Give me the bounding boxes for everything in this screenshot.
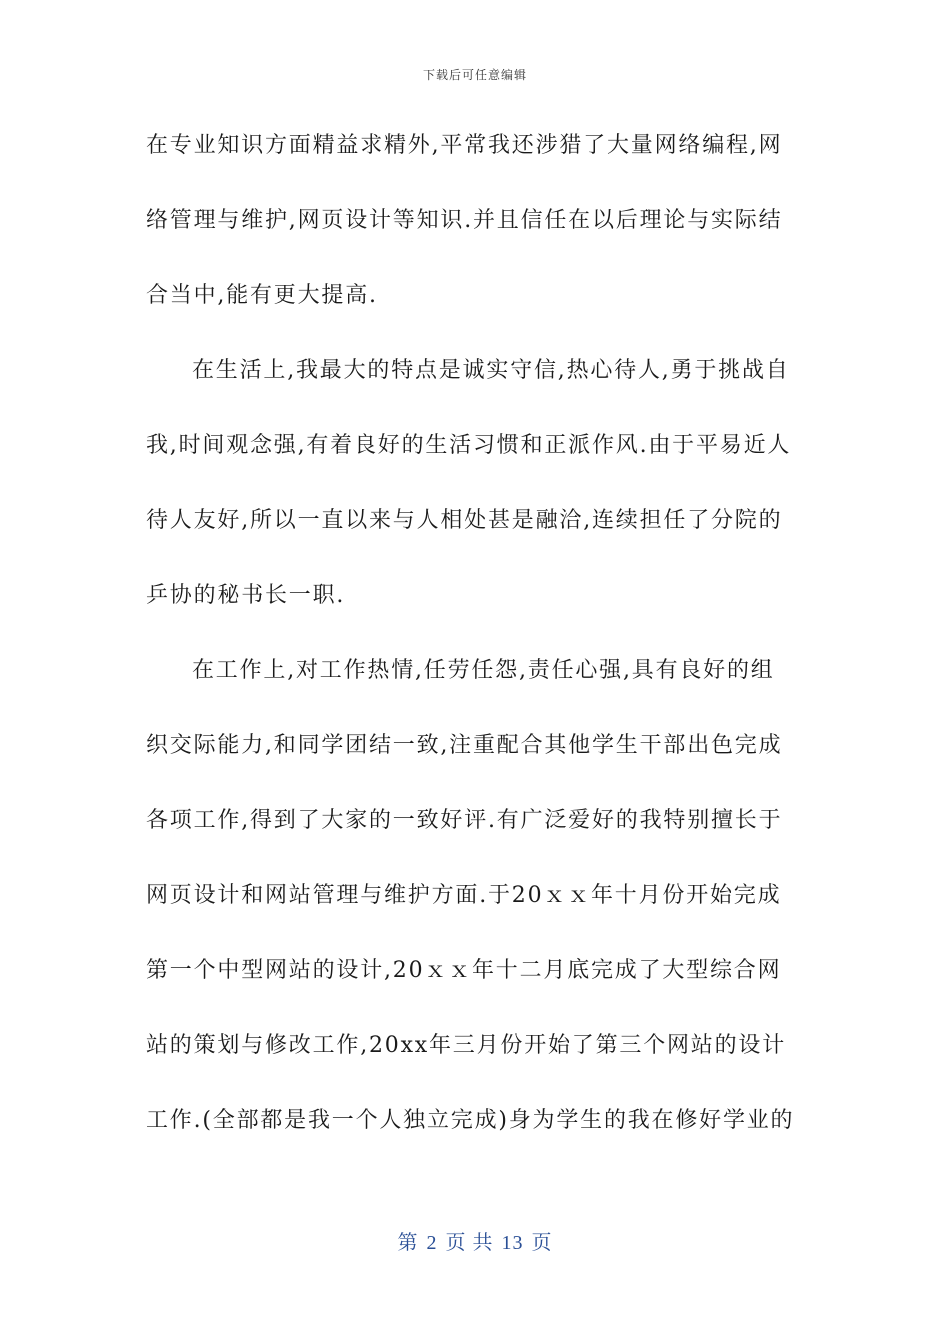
- page-number-footer: [0, 1226, 950, 1255]
- text-line: 第一个中型网站的设计,20ｘｘ年十二月底完成了大型综合网: [146, 958, 782, 983]
- blank-line: [146, 315, 806, 353]
- blank-line: [146, 165, 806, 203]
- blank-line: [146, 390, 806, 428]
- blank-line: [146, 765, 806, 803]
- text-line: 织交际能力,和同学团结一致,注重配合其他学生干部出色完成: [146, 733, 783, 758]
- blank-line: [146, 915, 806, 953]
- document-body: [146, 127, 806, 1140]
- text-line: 我,时间观念强,有着良好的生活习惯和正派作风.由于平易近人: [146, 433, 792, 458]
- text-line: 各项工作,得到了大家的一致好评.有广泛爱好的我特别擅长于: [146, 808, 783, 833]
- text-line: 网页设计和网站管理与维护方面.于20ｘｘ年十月份开始完成: [146, 883, 782, 908]
- blank-line: [146, 615, 806, 653]
- total-page-count: 13: [501, 1232, 524, 1254]
- blank-line: [146, 540, 806, 578]
- footer-suffix: 页: [531, 1232, 553, 1254]
- text-line: 合当中,能有更大提高.: [146, 283, 378, 308]
- blank-line: [146, 990, 806, 1028]
- blank-line: [146, 840, 806, 878]
- text-line: 在专业知识方面精益求精外,平常我还涉猎了大量网络编程,网: [146, 133, 783, 158]
- page-header-note: 下载后可任意编辑: [422, 68, 527, 82]
- paragraph-start-line: 在生活上,我最大的特点是诚实守信,热心待人,勇于挑战自: [192, 358, 790, 383]
- paragraph-start-line: 在工作上,对工作热情,任劳任怨,责任心强,具有良好的组: [192, 658, 775, 683]
- footer-prefix: 第: [397, 1232, 419, 1254]
- text-line: 待人友好,所以一直以来与人相处甚是融洽,连续担任了分院的: [146, 508, 783, 533]
- text-line: 工作.(全部都是我一个人独立完成)身为学生的我在修好学业的: [146, 1108, 795, 1133]
- text-line: 络管理与维护,网页设计等知识.并且信任在以后理论与实际结: [146, 208, 783, 233]
- blank-line: [146, 465, 806, 503]
- footer-middle: 页 共: [445, 1232, 494, 1254]
- blank-line: [146, 1065, 806, 1103]
- current-page-number: 2: [426, 1232, 438, 1254]
- text-line: 乒协的秘书长一职.: [146, 583, 346, 608]
- text-line: 站的策划与修改工作,20xx年三月份开始了第三个网站的设计: [146, 1033, 787, 1058]
- blank-line: [146, 240, 806, 278]
- blank-line: [146, 690, 806, 728]
